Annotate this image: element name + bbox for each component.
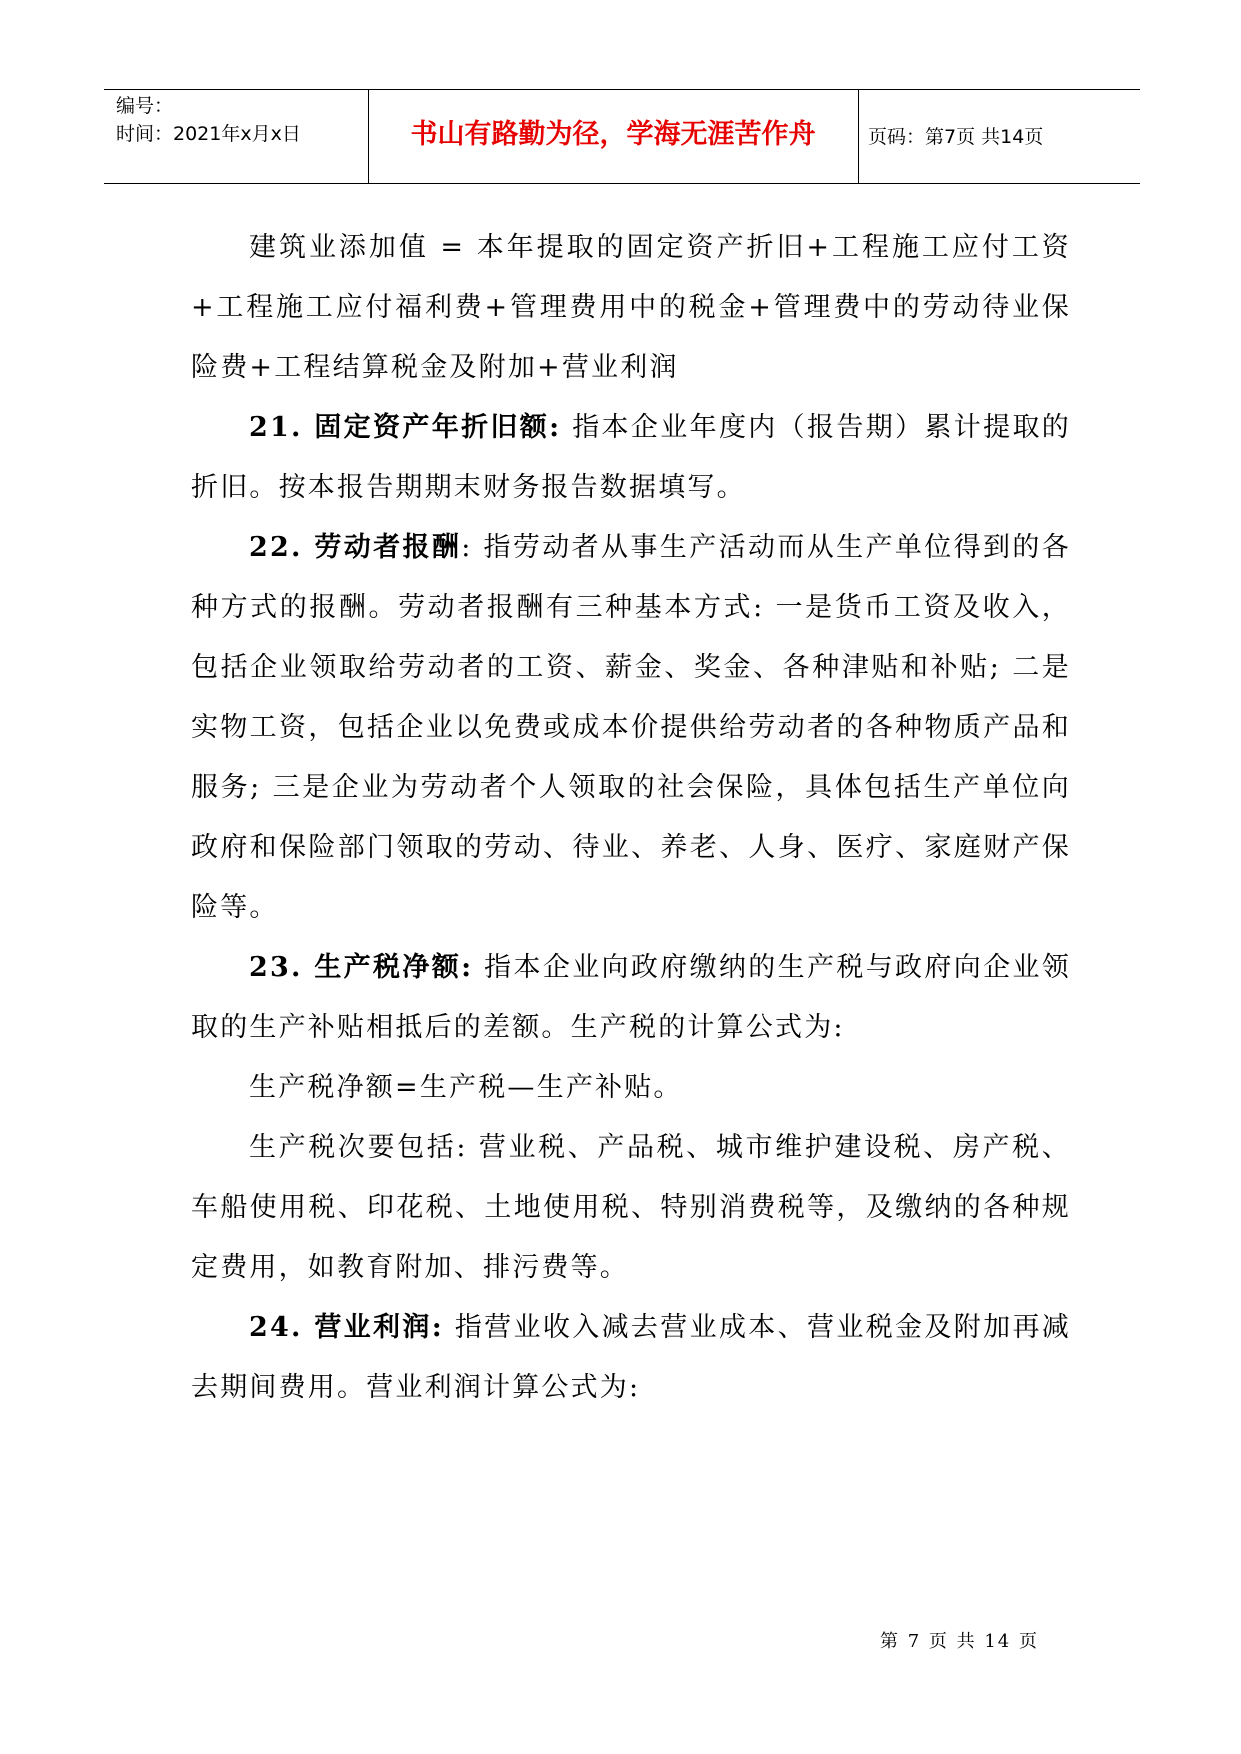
paragraph xyxy=(191,938,1071,1058)
paragraph-text: 生产税净额=生产税—生产补贴。 xyxy=(249,1072,683,1103)
paragraph-text: 指本企业年度内（报告期）累计提取的折旧。按本报告期期末财务报告数据填写。 xyxy=(191,412,1071,503)
paragraph xyxy=(191,398,1071,518)
page-footer: 第 7 页 共 14 页 xyxy=(880,1631,1039,1652)
paragraph-text: : 指劳动者从事生产活动而从生产单位得到的各种方式的报酬。劳动者报酬有三种基本方式: 一是货币工资及收入，包括企业领取给劳动者的工资、薪金、奖金、各种津贴和补贴; 二是实物工资，包括企业以免费或成本价提供给劳动者的各种物质产品和服务; 三是企业为劳动者个人领取的社会保险，具体包括生产单位向政府和保险部门领取的劳动、待业、养老、人身、医疗、家庭财产保险等。 xyxy=(191,532,1071,923)
paragraph xyxy=(191,1118,1071,1298)
paragraph xyxy=(191,518,1071,938)
header-motto: 书山有路勤为径，学海无涯苦作舟 xyxy=(410,119,816,150)
header-page-label: 页码：第7页 共14页 xyxy=(868,126,1044,148)
paragraph xyxy=(191,1298,1071,1418)
paragraph xyxy=(191,218,1071,398)
paragraph-text: 建筑业添加值 = 本年提取的固定资产折旧+工程施工应付工资+工程施工应付福利费+管理费用中的税金+管理费中的劳动待业保险费+工程结算税金及附加+营业利润 xyxy=(191,232,1071,383)
paragraph-text: 生产税次要包括: 营业税、产品税、城市维护建设税、房产税、车船使用税、印花税、土地使用税、特别消费税等，及缴纳的各种规定费用，如教育附加、排污费等。 xyxy=(191,1132,1071,1283)
paragraph-term: 22. 劳动者报酬 xyxy=(249,532,462,563)
paragraph-term: 24. 营业利润: xyxy=(249,1312,444,1343)
document-time-label: 时间：2021年x月x日 xyxy=(116,123,301,145)
header-divider-right xyxy=(858,89,859,183)
header-top-rule xyxy=(104,89,1140,90)
paragraph-term: 21. 固定资产年折旧额: xyxy=(249,412,562,443)
document-number-label: 编号： xyxy=(116,95,174,117)
header-meta xyxy=(116,92,301,148)
header-bottom-rule xyxy=(104,183,1140,184)
paragraph xyxy=(191,1058,1071,1118)
document-body xyxy=(191,218,1071,1418)
paragraph-term: 23. 生产税净额: xyxy=(249,952,474,983)
paragraph-text: 指营业收入减去营业成本、营业税金及附加再减去期间费用。营业利润计算公式为: xyxy=(191,1312,1072,1403)
paragraph-text: 指本企业向政府缴纳的生产税与政府向企业领取的生产补贴相抵后的差额。生产税的计算公式为: xyxy=(191,952,1071,1043)
